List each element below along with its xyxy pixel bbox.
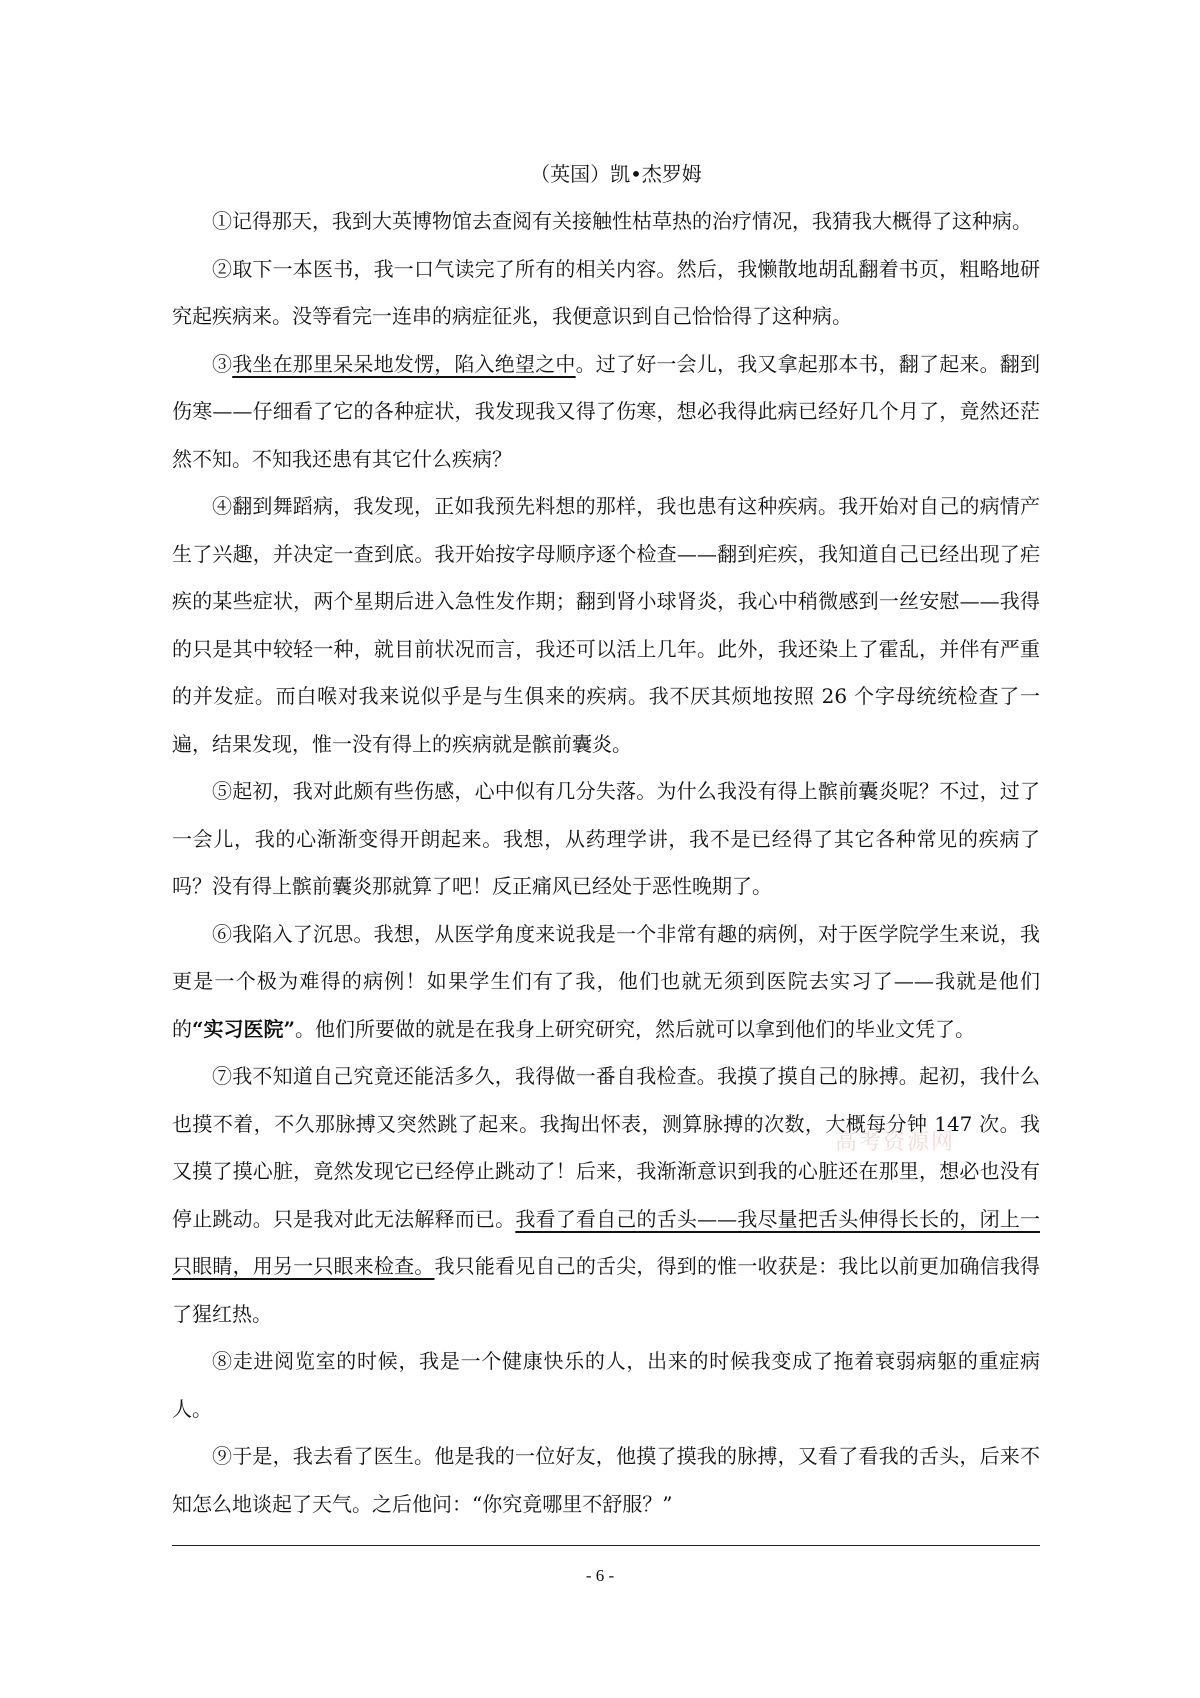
text-run: ①记得那天，我到大英博物馆去查阅有关接触性枯草热的治疗情况，我猜我大概得了这种病。 [212,209,1032,233]
page-number: - 6 - [585,1566,615,1585]
paragraph-8 [172,1338,1040,1433]
text-run: ⑧走进阅览室的时候，我是一个健康快乐的人，出来的时候我变成了拖着衰弱病躯的重症病人。 [172,1349,1040,1421]
watermark: 高考资源网 [835,1130,956,1155]
author-line: （英国）凯•杰罗姆 [530,162,702,186]
footer-divider [172,1545,1040,1546]
paragraph-7 [172,1053,1040,1338]
text-run: ⑤起初，我对此颇有些伤感，心中似有几分失落。为什么我没有得上髌前囊炎呢？不过，过了一会儿，我的心渐渐变得开朗起来。我想，从药理学讲，我不是已经得了其它各种常见的疾病了吗？没有得上髌前囊炎那就算了吧！反正痛风已经处于恶性晚期了。 [172,779,1040,898]
article-text [172,198,1040,1528]
paragraph-1 [172,198,1040,246]
text-run: ②取下一本医书，我一口气读完了所有的相关内容。然后，我懒散地胡乱翻着书页，粗略地研究起疾病来。没等看完一连串的病症征兆，我便意识到自己恰恰得了这种病。 [172,256,1040,328]
paragraph-9 [172,1433,1040,1528]
text-run: ⑨于是，我去看了医生。他是我的一位好友，他摸了摸我的脉搏，又看了看我的舌头，后来不知怎么地谈起了天气。之后他问：“你究竟哪里不舒服？” [172,1444,1040,1516]
text-run: ④翻到舞蹈病，我发现，正如我预先料想的那样，我也患有这种疾病。我开始对自己的病情产生了兴趣，并决定一查到底。我开始按字母顺序逐个检查——翻到疟疾，我知道自己已经出现了疟疾的某些症状，两个星期后进入急性发作期；翻到肾小球肾炎，我心中稍微感到一丝安慰——我得的只是其中较轻一种，就目前状况而言，我还可以活上几年。此外，我还染上了霍乱，并伴有严重的并发症。而白喉对我来说似乎是与生俱来的疾病。我不厌其烦地按照 26 个字母统统检查了一遍，结果发现，惟一没有得上的疾病就是髌前囊炎。 [172,494,1040,756]
document-body [172,150,1040,1528]
paragraph-5 [172,768,1040,911]
text-run: 。过了好一会儿，我又拿起那本书，翻了起来。翻到伤寒——仔细看了它的各种症状，我发现我又得了伤寒，想必我得此病已经好几个月了，竟然还茫然不知。不知我还患有其它什么疾病？ [172,351,1041,471]
text-run: 我只能看见自己的舌尖，得到的惟一收获是：我比以前更加确信我得了猩红热。 [172,1254,1041,1326]
text-run: ⑥我陷入了沉思。我想，从医学角度来说我是一个非常有趣的病例，对于医学院学生来说，我更是一个极为难得的病例！如果学生们有了我，他们也就无须到医院去实习了——我就是他们的 [172,921,1040,1041]
paragraph-4 [172,483,1040,768]
bold-term: “实习医院” [192,1016,296,1041]
paragraph-6 [172,911,1040,1054]
text-run: ③ [212,351,233,376]
paragraph-3 [172,341,1040,484]
paragraph-2 [172,246,1040,341]
underlined-sentence: 我坐在那里呆呆地发愣，陷入绝望之中 [232,351,576,376]
text-run: 。他们所要做的就是在我身上研究研究，然后就可以拿到他们的毕业文凭了。 [295,1016,976,1041]
text-run: ⑦我不知道自己究竟还能活多久，我得做一番自我检查。我摸了摸自己的脉搏。起初，我什么也摸不着，不久那脉搏又突然跳了起来。我掏出怀表，测算脉搏的次数，大概每分钟 147 次。我又摸了摸心脏，竟然发现它已经停止跳动了！后来，我渐渐意识到我的心脏还在那里，想必也没有停止跳动。只是我对此无法解释而已。 [172,1064,1040,1231]
underlined-sentence: 我看了看自己的舌头——我尽量把舌头伸得长长的，闭上一只眼睛，用另一只眼来检查。 [172,1206,1041,1278]
